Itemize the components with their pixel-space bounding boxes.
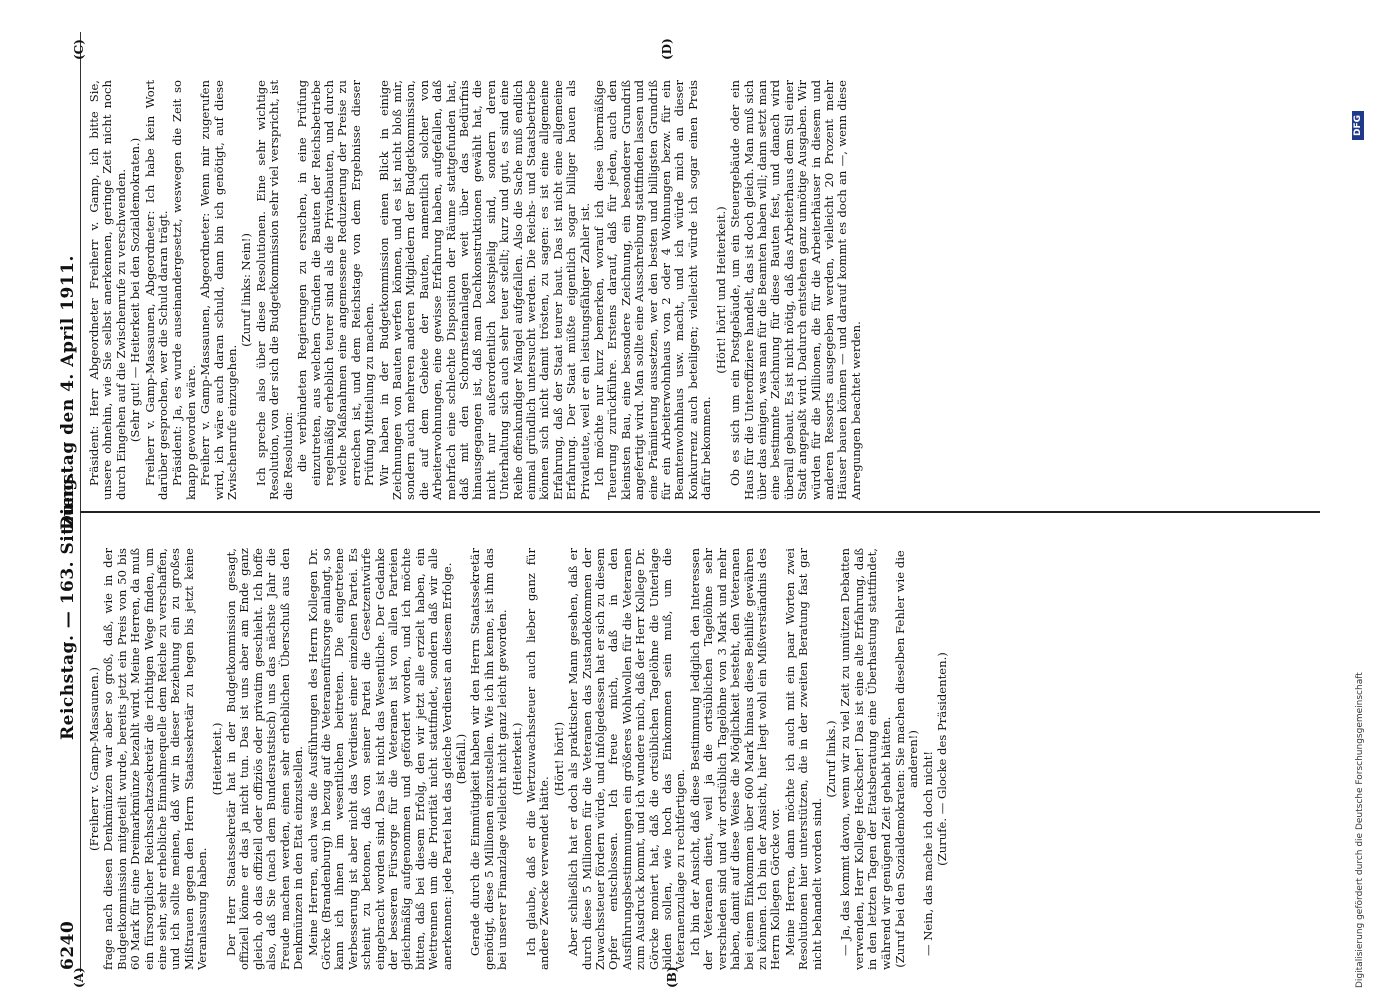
paragraph: frage nach diesen Denkmünzen war aber so groß, daß, wie in der Budgetkommission mitgeteilt wurde, bereits jetzt ein Preis von 50 bis 60 Mark für eine Dreimarkmünze bezahlt wird. Meine Herren, da muß ein fürsorglicher Reichsschatzsekretär die richtigen Wege finden, um eine sehr, sehr erhebliche Einnahmequelle dem Reiche zu verschaffen, und ich sollte meinen, daß wir in dieser Beziehung ein zu großes Mißtrauen gegen den Herrn Staatssekretär zu hegen bis jetzt keine Veranlassung haben. — [101, 548, 210, 970]
paragraph: — Nein, das mache ich doch nicht! — [920, 750, 935, 956]
paragraph: — Ja, das kommt davon, wenn wir zu viel Zeit zu unnützen Debatten verwenden, Herr Kollege Heckscher! Das ist eine alte Erfahrung, daß in den letzten Tagen der Etatsberatung eine Überhastung stattfindet, während wir genügend Zeit gehabt hätten. — [838, 548, 893, 970]
margin-mark-d: (D) — [660, 38, 674, 60]
header-right-title: Dienstag den 4. April 1911. — [58, 255, 78, 530]
interjection: (Beifall.) — [453, 733, 468, 785]
interjection: (Heiterkeit.) — [509, 722, 524, 796]
dfg-logo: DFG — [1352, 111, 1364, 140]
interjection: (Heiterkeit.) — [209, 722, 224, 796]
paragraph: Meine Herren, dann möchte ich auch mit ein paar Worten zwei Resolutionen hier unterstützen, die in der zweiten Beratung fast gar nicht behandelt worden sind. — [782, 548, 824, 970]
header-rule — [80, 32, 81, 972]
paragraph: (Freiherr v. Gamp-Massaunen.) — [87, 667, 101, 851]
paragraph: Freiherr v. Gamp-Massaunen, Abgeordneter: Wenn mir zugerufen wird, ich wäre auch daran schuld, dann bin ich genötigt, auf diese Zwischenrufe einzugehen. — [198, 80, 240, 500]
column-divider — [80, 511, 1320, 513]
margin-mark-a: (A) — [72, 967, 86, 988]
interjection: (Zurufe. — Glocke des Präsidenten.) — [935, 652, 950, 866]
quoted-resolution: die verbündeten Regierungen zu ersuchen, in eine Prüfung einzutreten, aus welchen Gründen die Bauten der Reichsbetriebe regelmäßig erheblich teurer sind als die Privatbauten, und durch welche Maßnahmen eine angemessene Reduzierung der Preise zu erreichen ist, und dem Reichstage von dem Ergebnisse dieser Prüfung Mitteilung zu machen. — [295, 80, 377, 486]
paragraph: Der Herr Staatssekretär hat in der Budgetkommission gesagt, offiziell könne er das ja nicht tun. Das ist uns aber am Ende ganz gleich, ob das offiziell oder offiziös oder privatim geschieht. Ich hoffe also, daß Sie (nach dem Bundesratstisch) uns das nächste Jahr die Freude machen werden, einen sehr erheblichen Überschuß aus den Denkmünzen in den Etat einzustellen. — [224, 548, 306, 970]
right-column — [88, 80, 1318, 500]
paragraph: Präsident: Herr Abgeordneter Freiherr v. Gamp, ich bitte Sie, unsere ohnehin, wie Sie selbst anerkennen, geringe Zeit nicht noch durch Eingehen auf die Zwischenrufe zu verschwenden. — [87, 80, 128, 500]
interjection: (Zuruf bei den Sozialdemokraten: Sie machen dieselben Fehler wie die anderen!) — [892, 550, 921, 968]
digitization-credit: Digitalisierung gefördert durch die Deutsche Forschungsgemeinschaft — [1355, 672, 1365, 988]
paragraph: Ich spreche also über diese Resolutionen. Eine sehr wichtige Resolution, von der sich die Budgetkommission sehr viel verspricht, ist die Resolution: — [253, 80, 295, 500]
interjection: (Zuruf links.) — [823, 720, 838, 798]
paragraph: Ich bin der Ansicht, daß diese Bestimmung lediglich den Interessen der Veteranen dient, weil ja die ortsüblichen Tagelöhne sehr verschieden sind und wir ortsüblich Tagelöhne von 3 Mark und mehr haben, damit auf diese Weise die Möglichkeit besteht, den Veteranen bei einem Einkommen über 600 Mark hinaus diese Beihilfe gewähren zu können. Ich bin der Ansicht, hier liegt wohl ein Mißverständnis des Herrn Kollegen Görcke vor. — [687, 548, 783, 970]
interjection: (Hört! hört!) — [551, 722, 566, 796]
margin-mark-c: (C) — [72, 39, 86, 60]
page-number: 6240 — [58, 920, 78, 970]
paragraph: Gerade durch die Einmütigkeit haben wir den Herrn Staatssekretär genötigt, diese 5 Millionen einzustellen. Wie ich ihn kenne, ist ihm das bei unserer Finanzlage vielleicht nicht ganz leicht geworden. — [468, 548, 510, 970]
paragraph: Ich möchte nur kurz bemerken, worauf ich diese übermäßige Teuerung zurückführe. Erstens darauf, daß für jeden, auch den kleinsten Bau, eine besondere Zeichnung, ein besonderer Grundriß angefertigt wird. Man sollte eine Ausschreibung stattfinden lassen und eine Prämiierung aussetzen, wer den besten und billigsten Grundriß für ein Arbeiterwohnhaus von 2 oder 4 Wohnungen bezw. für ein Beamtenwohnhaus usw. macht, und ich würde mich an dieser Konkurrenz auch beteiligen; vielleicht würde ich sogar einen Preis dafür bekommen. — [592, 80, 714, 500]
paragraph: Meine Herren, auch was die Ausführungen des Herrn Kollegen Dr. Görcke (Brandenburg) in bezug auf die Veteranenfürsorge anlangt, so kann ich ihnen im wesentlichen beitreten. Die eingetretene Verbesserung ist aber nicht das Verdienst einer einzelnen Partei. Es scheint zu betonen, daß von seiner Partei die Gesetzentwürfe eingebracht worden sind. Das ist nicht das Wesentliche. Der Gedanke der besseren Fürsorge für die Veteranen ist von allen Parteien gleichmäßig aufgenommen und gefördert worden, und ich möchte bitten, daß bei diesem Erfolg, den wir jetzt alle erzielt haben, ein Wettrennen um die Priorität nicht stattfindet, sondern daß wir alle anerkennen: jede Partei hat das gleiche Verdienst an diesem Erfolge. — [305, 548, 454, 970]
paragraph: Ich glaube, daß er die Wertzuwachssteuer auch lieber ganz für andere Zwecke verwendet hätte. — [524, 548, 552, 970]
paragraph: Freiherr v. Gamp-Massaunen, Abgeordneter: Ich habe kein Wort darüber gesprochen, wer die Schuld daran trägt. — [142, 80, 171, 500]
header-left-title: Reichstag. — 163. Sitzung. — [58, 471, 78, 740]
interjection: (Zuruf links: Nein!) — [239, 233, 254, 347]
paragraph: Präsident: Ja, es wurde auseinandergesetzt, weswegen die Zeit so knapp geworden wäre. — [170, 80, 198, 500]
paragraph: Wir haben in der Budgetkommission einen Blick in einige Zeichnungen von Bauten werfen können, und es ist nicht bloß mir, sondern auch mehreren anderen Mitgliedern der Budgetkommission, die auf dem Gebiete der Bauten, namentlich solcher von Arbeiterwohnungen, eine gewisse Erfahrung haben, aufgefallen, daß mehrfach eine schlechte Disposition der Räume stattgefunden hat, daß mit den Schornsteinanlagen weit über das Bedürfnis hinausgegangen ist, daß man Dachkonstruktionen gewählt hat, die nicht nur außerordentlich kostspielig sind, sondern deren Unterhaltung sich auch sehr teuer stellt; kurz und gut, es sind eine Reihe offenkundiger Mängel aufgefallen. Also die Sache muß endlich einmal gründlich untersucht werden. Die Reichs- und Staatsbetriebe können sich nicht damit trösten, zu sagen: es ist eine allgemeine Erfahrung, daß der Staat teurer baut. Das ist nicht eine allgemeine Erfahrung. Der Staat müßte eigentlich sogar billiger bauen als Privatleute, weil er ein leistungsfähiger Zahler ist. — [376, 80, 592, 500]
margin-mark-b: (B) — [665, 966, 679, 988]
interjection: (Sehr gut! — Heiterkeit bei den Sozialdemokraten.) — [128, 137, 143, 443]
interjection: (Hört! hört! und Heiterkeit.) — [713, 206, 728, 374]
paragraph: Aber schließlich hat er doch als praktischer Mann gesehen, daß er durch diese 5 Millionen für die Veteranen das Zustandekommen der Zuwachssteuer fördern würde, und infolgedessen hat er sich zu diesem Opfer entschlossen. Ich freue mich, daß in den Ausführungsbestimmungen ein größeres Wohlwollen für die Veteranen zum Ausdruck kommt, und ich wundere mich, daß der Herr Kollege Dr. Görcke moniert hat, daß die ortsüblichen Tagelöhne die Unterlage bilden sollen, wie hoch das Einkommen sein muß, um die Veteranenzulage zu rechtfertigen. — [566, 548, 688, 970]
paragraph: Ob es sich um ein Postgebäude, um ein Steuergebäude oder ein Haus für die Unteroffiziere handelt, das ist doch gleich. Man muß sich über das einigen, was man für die Beamten haben will; dann setzt man eine bestimmte Zeichnung für diese Bauten fest, und danach wird überall gebaut. Es ist nicht nötig, daß das Arbeiterhaus dem Stil einer Stadt angepaßt wird. Dadurch entstehen ganz unnötige Ausgaben. Wir würden für die Millionen, die für die Arbeiterhäuser in diesem und anderen Ressorts ausgegeben werden, vielleicht 20 Prozent mehr Häuser bauen können — und darauf kommt es doch an —, wenn diese Anregungen beachtet werden. — [728, 80, 863, 500]
left-column — [88, 548, 1318, 970]
